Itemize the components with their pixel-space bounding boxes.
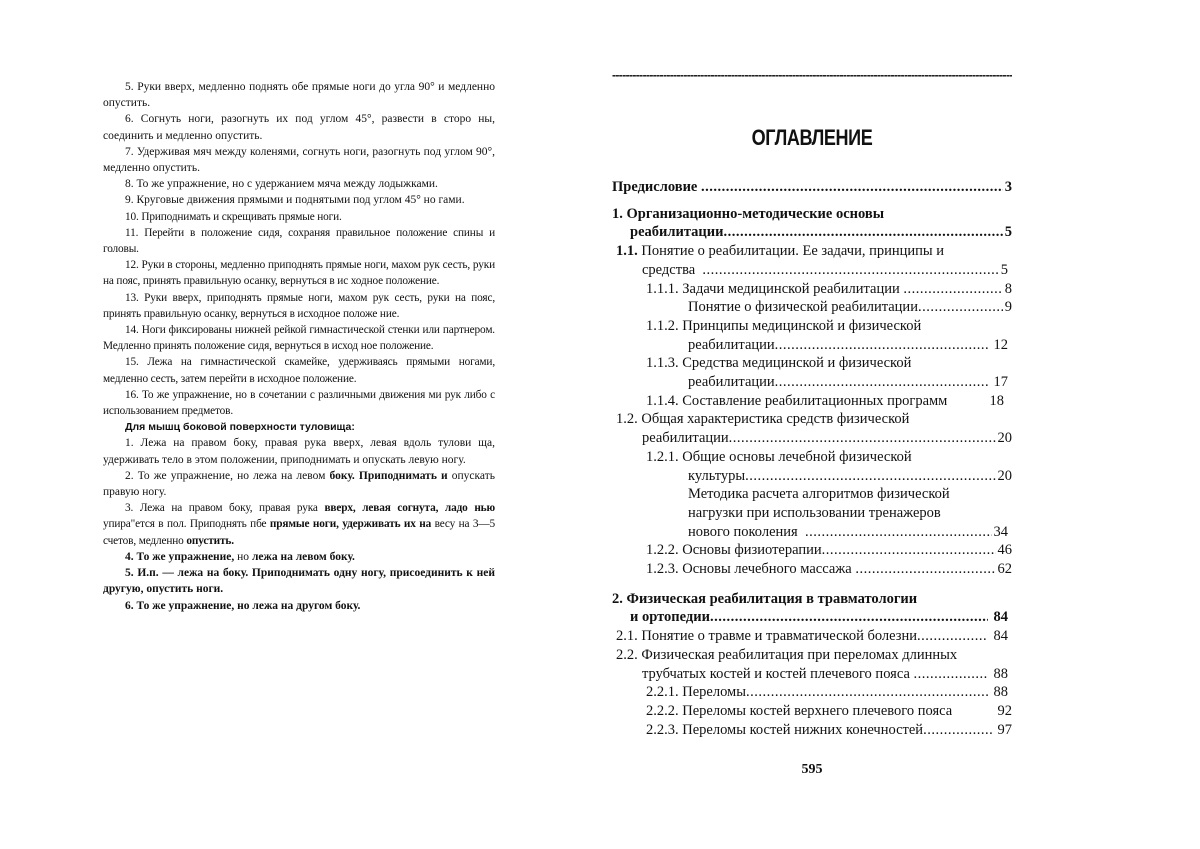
toc-label: 1.2.2. Основы физиотерапии [646, 542, 822, 559]
toc-entry-chapter-1-cont[interactable] [612, 223, 1012, 242]
toc-page: 84 [993, 628, 1008, 645]
toc-label: 2.2.3. Переломы костей нижних конечностей [646, 721, 924, 738]
toc-entry-1-2-3[interactable] [612, 560, 1012, 579]
side-exercise-3-text-c: упира"ется в пол. Приподнять пбе [103, 518, 270, 531]
toc-leader [822, 541, 996, 560]
toc-leader [701, 178, 1003, 197]
toc-label: Понятие о реабилитации. Ее задачи, принципы и [637, 243, 945, 260]
toc-entry-2-2-3[interactable] [612, 721, 1012, 740]
toc-entry-1-2-1b-line3[interactable] [612, 523, 1012, 542]
toc-leader [775, 336, 988, 355]
toc-entry-preface[interactable] [612, 178, 1012, 197]
toc-entry-1-2-2[interactable] [612, 541, 1012, 560]
toc-entry-1-1-1[interactable] [612, 280, 1012, 299]
side-exercise-3 [103, 500, 495, 549]
toc-page: 5 [1004, 224, 1012, 241]
toc-page: 8 [1004, 280, 1012, 297]
toc-leader [923, 721, 992, 740]
toc-leader [710, 608, 988, 627]
toc-leader [723, 223, 1002, 242]
toc-page: 46 [997, 542, 1012, 559]
toc-page: 20 [997, 467, 1012, 484]
toc-label: Понятие о физической реабилитации [688, 299, 918, 316]
side-exercise-2-text-c: опускать правую ногу. [103, 469, 495, 499]
toc-page: 84 [993, 609, 1008, 626]
toc-page: 5 [1000, 261, 1008, 278]
toc-entry-1-1[interactable]: 1.1. Понятие о реабилитации. Ее задачи, принципы и [616, 243, 945, 260]
side-exercise-3-text-e: весу на 3—5 счетов, медленно [103, 518, 495, 547]
toc-entry-1-1-2-cont[interactable] [612, 336, 1012, 355]
toc-label: трубчатых костей и костей плечевого пояса [642, 665, 910, 682]
exercise-7: 7. Удерживая мяч между коленями, согнуть ноги, разогнуть под углом 90°, медленно опустить. [103, 145, 495, 175]
toc-label: 2.2.1. Переломы [646, 684, 746, 701]
side-exercise-4-text-a: 4. То же [125, 550, 169, 563]
toc-entry-1-2[interactable]: 1.2. Общая характеристика средств физической [616, 411, 910, 428]
toc-leader [729, 429, 996, 448]
toc-page: 17 [993, 374, 1008, 391]
toc-entry-1-2-1b[interactable]: Методика расчета алгоритмов физической [688, 486, 950, 503]
toc-leader [746, 683, 988, 702]
side-exercise-2 [103, 468, 495, 500]
toc-entry-1-2-1b-line2: нагрузки при использовании тренажеров [688, 504, 941, 521]
side-exercise-4-text-b: упражнение, [168, 550, 235, 563]
toc-entry-2-2-2[interactable] [612, 702, 1012, 721]
toc-title: ОГЛАВЛЕНИЕ [751, 125, 873, 150]
section-heading: Для мышц боковой поверхности туловища: [125, 421, 355, 434]
toc-page: 92 [997, 702, 1012, 719]
toc-entry-1-1-4[interactable] [612, 392, 1012, 411]
toc-page: 62 [997, 561, 1012, 578]
toc-page: 12 [993, 336, 1008, 353]
toc-label: реабилитации [642, 430, 729, 447]
toc-entry-1-2-cont[interactable] [612, 429, 1012, 448]
toc-leader [805, 523, 992, 542]
toc-spacer [612, 579, 1012, 590]
toc-leader [914, 665, 988, 684]
page-number: 595 [801, 762, 823, 777]
side-exercise-6: 6. То же упражнение, но лежа на другом боку. [125, 599, 361, 612]
toc-label: Предисловие [612, 179, 698, 195]
toc-label: нового поколения [688, 523, 798, 540]
dashed-rule [612, 68, 1012, 82]
toc-entry-2-2-cont[interactable] [612, 665, 1012, 684]
toc-page: 97 [997, 721, 1012, 738]
toc-entry-2-2-1[interactable] [612, 683, 1012, 702]
toc-entry-1-1-3-cont[interactable] [612, 373, 1012, 392]
toc-entry-chapter-1[interactable]: 1. Организационно-методические основы [612, 205, 885, 222]
side-exercise-4-text-d: лежа на левом боку. [251, 550, 355, 563]
side-exercise-3-text-f: опустить. [186, 534, 234, 547]
toc-leader [855, 560, 995, 579]
toc-label: 1.1.4. Составление реабилитационных программ [646, 392, 948, 409]
toc-label: 2.2.2. Переломы костей верхнего плечевого пояса [646, 702, 953, 719]
toc-entry-1-1-3[interactable]: 1.1.3. Средства медицинской и физической [646, 355, 912, 372]
side-exercise-2-text-b: боку. Приподнимать и [329, 469, 448, 482]
toc-label: и ортопедии [630, 609, 710, 626]
right-page [612, 0, 1012, 849]
exercise-11: 11. Перейти в положение сидя, сохраняя правильное положение спины и головы. [103, 226, 495, 256]
toc-entry-1-2-1[interactable]: 1.2.1. Общие основы лечебной физической [646, 448, 912, 465]
exercise-9: 9. Круговые движения прямыми и поднятыми под углом 45° но гами. [125, 194, 465, 207]
table-of-contents [612, 178, 1012, 739]
toc-page: 88 [993, 684, 1008, 701]
toc-entry-chapter-2-cont[interactable] [612, 608, 1012, 627]
side-exercise-5: 5. И.п. — лежа на боку. Приподнимать одну ногу, присоединить к ней другую, опустить ноги. [103, 567, 495, 596]
side-exercise-2-text-a: 2. То же упражнение, но лежа на левом [125, 469, 330, 482]
exercise-6: 6. Согнуть ноги, разогнуть их под углом 45°, развести в сторо ны, соединить и медленно опустить. [103, 113, 495, 142]
toc-label: реабилитации [688, 374, 775, 391]
toc-leader [775, 373, 988, 392]
toc-entry-2-2[interactable]: 2.2. Физическая реабилитация при переломах длинных [616, 646, 958, 663]
toc-entry-2-1[interactable] [612, 627, 1012, 646]
toc-page: 34 [993, 523, 1008, 540]
toc-page: 3 [1004, 179, 1012, 195]
exercise-16: 16. То же упражнение, но в сочетании с различными движения ми рук либо с использованием предметов. [103, 388, 495, 418]
toc-entry-1-1-1b[interactable] [612, 298, 1012, 317]
exercise-14: 14. Ноги фиксированы нижней рейкой гимнастической стенки или партнером. Медленно принять положение сидя, вернуться в исход ное положение. [103, 324, 495, 353]
toc-label: культуры [688, 467, 746, 484]
side-exercise-3-text-d: прямые ноги, удерживать их на [269, 518, 432, 531]
exercise-10: 10. Приподнимать и скрещивать прямые ноги. [125, 210, 342, 223]
toc-leader [745, 467, 995, 486]
toc-label: реабилитации [688, 336, 775, 353]
toc-page: 9 [1004, 299, 1012, 316]
exercise-13: 13. Руки вверх, приподнять прямые ноги, махом рук сесть, руки на пояс, принять правильную осанку, вернуться в исходное положе ние. [103, 291, 495, 320]
side-exercise-4 [103, 549, 495, 565]
toc-entry-1-1-2[interactable]: 1.1.2. Принципы медицинской и физической [646, 317, 922, 334]
side-exercise-3-text-b: вверх, левая согнута, ладо нью [324, 502, 495, 515]
exercise-5: 5. Руки вверх, медленно поднять обе прямые ноги до угла 90° и медленно опустить. [103, 81, 495, 110]
side-exercise-4-text-c: но [234, 550, 252, 563]
toc-page: 20 [997, 430, 1012, 447]
toc-label: реабилитации [630, 224, 724, 241]
toc-entry-chapter-2[interactable]: 2. Физическая реабилитация в травматологии [612, 590, 918, 607]
toc-page: 88 [993, 665, 1008, 682]
left-page [103, 0, 495, 849]
toc-leader [903, 280, 1002, 299]
toc-entry-1-2-1-cont[interactable] [612, 467, 1012, 486]
toc-label: 1.2.3. Основы лечебного массажа [646, 561, 852, 578]
toc-label: 1.1.1. Задачи медицинской реабилитации [646, 280, 900, 297]
exercise-12: 12. Руки в стороны, медленно приподнять прямые ноги, махом рук сесть, руки на пояс, принять правильную осанку, вернуться в ис ходное положение. [103, 259, 495, 288]
exercise-8: 8. То же упражнение, но с удержанием мяча между лодыжками. [125, 178, 438, 191]
toc-label: средства [642, 261, 696, 278]
exercise-15: 15. Лежа на гимнастической скамейке, удерживаясь прямыми ногами, медленно сесть, затем перейти в исходное положение. [103, 356, 495, 385]
toc-leader [702, 261, 998, 280]
toc-entry-1-1-cont[interactable] [612, 261, 1012, 280]
toc-leader [917, 627, 988, 646]
toc-spacer [612, 197, 1012, 205]
side-exercise-1: 1. Лежа на правом боку, правая рука вверх, левая вдоль тулови ща, удерживать тело в этом положении, приподнимать и опускать левую ногу. [103, 437, 495, 466]
toc-label: 2.1. Понятие о травме и травматической болезни [616, 628, 918, 645]
toc-page: 18 [989, 392, 1004, 409]
side-exercise-3-text-a: 3. Лежа на правом боку, правая рука [125, 502, 325, 515]
toc-leader [918, 298, 1003, 317]
